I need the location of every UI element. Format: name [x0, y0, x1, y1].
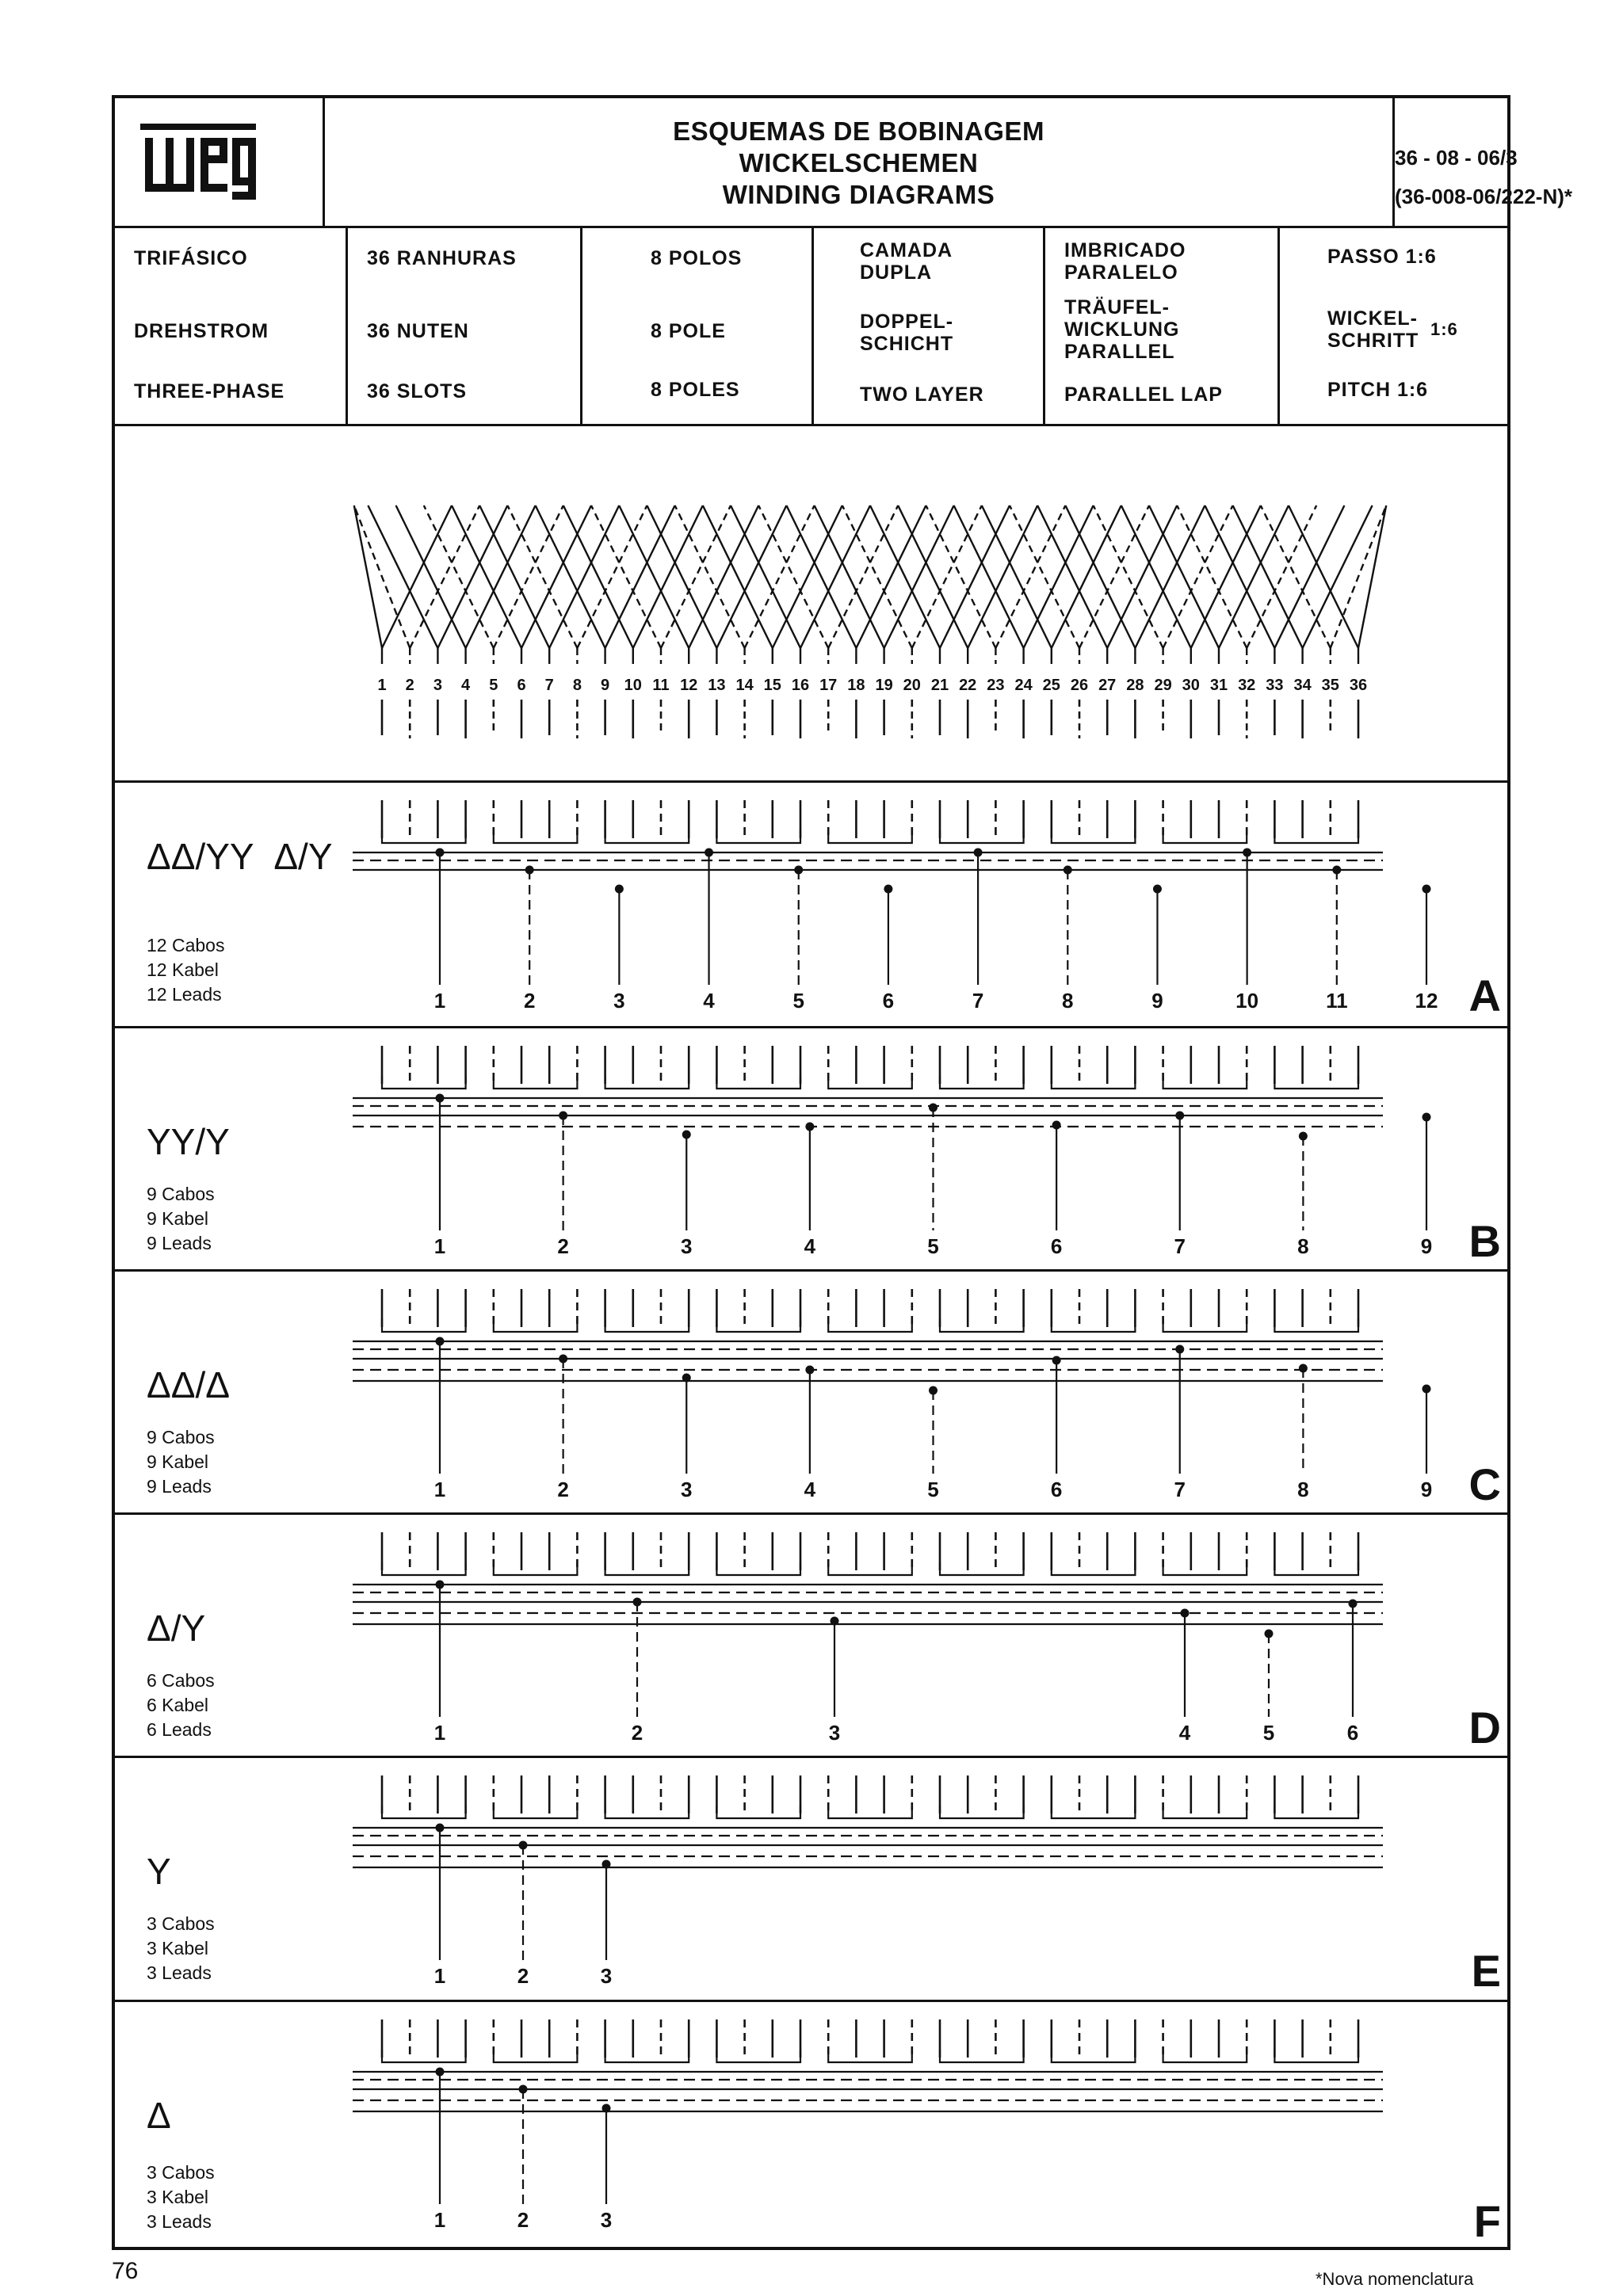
panel-d: [115, 1515, 1507, 1758]
coil-group: [1274, 830, 1358, 843]
coil-leg: [689, 505, 758, 648]
lead-label: 1: [433, 1721, 446, 1745]
coil-group: [1052, 830, 1136, 843]
panel-f: [115, 2002, 1507, 2250]
coil-leg: [745, 505, 815, 648]
coil-group: [382, 830, 466, 843]
spec-layer-pt: CAMADA DUPLA: [860, 239, 953, 284]
slot-number: 33: [1266, 677, 1284, 694]
coil-leg: [995, 505, 1065, 648]
coil-group: [382, 1076, 466, 1089]
coil-leg: [1024, 505, 1094, 648]
coil-group: [1052, 1806, 1136, 1818]
coil-group: [1274, 1562, 1358, 1575]
spec-type-de: TRÄUFEL- WICKLUNG PARALLEL: [1064, 296, 1180, 363]
coil-group: [605, 1076, 689, 1089]
spec-slots: [348, 228, 582, 424]
coil-leg: [1052, 505, 1121, 648]
coil-leg: [1079, 505, 1149, 648]
slot-number: 28: [1126, 677, 1144, 694]
lead-label: 1: [433, 1964, 446, 1988]
lead-label: 9: [1151, 989, 1163, 1013]
weg-logo: [139, 122, 258, 201]
coil-leg: [675, 505, 745, 648]
coil-group: [828, 2050, 912, 2062]
coil-group: [1163, 1319, 1247, 1332]
lead-label: 6: [882, 989, 895, 1013]
symbol-c: ΔΔ/Δ: [147, 1364, 230, 1405]
spec-pitch-en: PITCH 1:6: [1327, 379, 1429, 401]
coil-leg: [716, 505, 786, 648]
leads-label-e: 3 Cabos 3 Kabel 3 Leads: [147, 1913, 215, 1983]
coil-leg: [536, 505, 605, 648]
coil-group: [1052, 1319, 1136, 1332]
leads-label-b: 9 Cabos 9 Kabel 9 Leads: [147, 1184, 215, 1253]
coil-group: [716, 1562, 800, 1575]
slot-number: 26: [1070, 677, 1089, 694]
slot-number: 23: [987, 677, 1005, 694]
coil-leg: [494, 505, 563, 648]
slot-number: 1: [377, 677, 387, 694]
title-en: WINDING DIAGRAMS: [722, 180, 995, 209]
coil-group: [716, 1076, 800, 1089]
lead-label: 5: [1262, 1721, 1275, 1745]
panel-letter-e: E: [1471, 1946, 1501, 1996]
slot-number: 10: [624, 677, 642, 694]
slot-number: 21: [930, 677, 949, 694]
coil-group: [716, 1806, 800, 1818]
spec-poles: [582, 228, 814, 424]
connection-diagram-e: [115, 1758, 1510, 2000]
coil-group: [716, 2050, 800, 2062]
spec-type-pt: IMBRICADO PARALELO: [1064, 239, 1186, 284]
coil-leg: [758, 505, 828, 648]
coil-group: [494, 1319, 578, 1332]
coil-group: [1274, 2050, 1358, 2062]
coil-group: [940, 1076, 1024, 1089]
coil-leg: [884, 505, 954, 648]
slot-number: 9: [601, 677, 610, 694]
diagram-code-alt: (36-008-06/222-N)*: [1395, 185, 1573, 208]
coil-group: [1052, 2050, 1136, 2062]
coil-diagram: [115, 426, 1510, 780]
coil-leg: [521, 505, 591, 648]
lead-label: 6: [1050, 1478, 1063, 1501]
connection-diagram-b: [115, 1028, 1510, 1269]
panel-letter-f: F: [1473, 2196, 1501, 2246]
lead-label: 2: [523, 989, 536, 1013]
leads-label-d: 6 Cabos 6 Kabel 6 Leads: [147, 1670, 215, 1740]
slot-number: 24: [1014, 677, 1033, 694]
lead-label: 3: [828, 1721, 841, 1745]
coil-leg: [856, 505, 926, 648]
winding-sheet: [112, 95, 1573, 2250]
panel-e: [115, 1758, 1507, 2002]
coil-leg: [954, 505, 1024, 648]
coil-leg: [1205, 505, 1274, 648]
lead-label: 7: [1174, 1234, 1186, 1258]
coil-leg: [1163, 505, 1233, 648]
lead-label: 5: [792, 989, 804, 1013]
coil-group: [382, 1319, 466, 1332]
spec-pitch-de-ratio: 1:6: [1430, 319, 1458, 339]
coil-leg: [982, 505, 1052, 648]
coil-leg: [1247, 505, 1316, 648]
coil-group: [1163, 2050, 1247, 2062]
coil-group: [716, 830, 800, 843]
slot-number: 35: [1321, 677, 1339, 694]
coil-leg: [410, 505, 479, 648]
coil-leg: [1219, 505, 1289, 648]
coil-leg: [549, 505, 619, 648]
spec-type: [1045, 228, 1280, 424]
header-row: [115, 98, 1573, 228]
lead-label: 3: [681, 1234, 693, 1258]
coil-leg: [786, 505, 856, 648]
coil-leg: [870, 505, 940, 648]
diagram-code: 36 - 08 - 06/3: [1395, 146, 1518, 170]
slot-number: 17: [819, 677, 838, 694]
spec-poles-de: 8 POLE: [651, 320, 726, 342]
coil-group: [494, 1076, 578, 1089]
symbol-a: ΔΔ/YY Δ/Y: [147, 836, 333, 877]
lead-label: 1: [433, 989, 446, 1013]
coil-leg: [1037, 505, 1107, 648]
coil-leg: [382, 505, 452, 648]
coil-leg: [1331, 505, 1386, 648]
coil-leg: [1149, 505, 1219, 648]
lead-label: 3: [600, 1964, 613, 1988]
panel-letter-c: C: [1468, 1459, 1501, 1509]
panel-c: [115, 1272, 1507, 1515]
slot-number: 3: [433, 677, 442, 694]
coil-leg: [926, 505, 995, 648]
lead-label: 6: [1346, 1721, 1359, 1745]
symbol-b: YY/Y: [147, 1121, 230, 1162]
lead-label: 12: [1415, 989, 1438, 1013]
slot-number: 20: [903, 677, 921, 694]
coil-leg: [354, 505, 410, 648]
slot-number: 36: [1349, 677, 1368, 694]
coil-diagram-panel: [115, 426, 1507, 783]
title-cell: [325, 98, 1395, 228]
coil-leg: [1065, 505, 1135, 648]
coil-leg: [479, 505, 549, 648]
coil-group: [1163, 1076, 1247, 1089]
coil-leg: [828, 505, 898, 648]
coil-group: [940, 2050, 1024, 2062]
coil-leg: [968, 505, 1037, 648]
spec-phase: [115, 228, 348, 424]
coil-group: [605, 830, 689, 843]
coil-leg: [800, 505, 870, 648]
coil-leg: [1177, 505, 1247, 648]
coil-leg: [1107, 505, 1177, 648]
lead-label: 5: [927, 1234, 939, 1258]
slot-number: 16: [791, 677, 810, 694]
coil-group: [1052, 1562, 1136, 1575]
coil-leg: [842, 505, 912, 648]
coil-group: [828, 1806, 912, 1818]
spec-pitch: [1280, 228, 1510, 424]
slot-number: 22: [959, 677, 977, 694]
coil-leg: [507, 505, 577, 648]
coil-group: [494, 2050, 578, 2062]
coil-leg: [577, 505, 647, 648]
slot-number: 29: [1154, 677, 1172, 694]
coil-group: [605, 1806, 689, 1818]
slot-number: 4: [461, 677, 471, 694]
connection-diagram-a: [115, 783, 1510, 1026]
lead-label: 3: [613, 989, 625, 1013]
lead-label: 2: [517, 1964, 529, 1988]
lead-label: 9: [1420, 1478, 1433, 1501]
coil-group: [940, 1319, 1024, 1332]
coil-leg: [452, 505, 521, 648]
slot-number: 5: [489, 677, 498, 694]
spec-layer-en: TWO LAYER: [860, 383, 984, 406]
lead-label: 1: [433, 1234, 446, 1258]
lead-label: 8: [1297, 1478, 1309, 1501]
title-pt: ESQUEMAS DE BOBINAGEM: [673, 116, 1044, 146]
coil-leg: [912, 505, 982, 648]
spec-phase-de: DREHSTROM: [134, 320, 269, 342]
spec-pitch-de: WICKEL- SCHRITT: [1327, 307, 1419, 352]
slot-number: 32: [1238, 677, 1256, 694]
lead-label: 1: [433, 1478, 446, 1501]
coil-leg: [605, 505, 675, 648]
panel-b: [115, 1028, 1507, 1272]
coil-leg: [1121, 505, 1191, 648]
slot-number: 30: [1182, 677, 1200, 694]
slot-number: 19: [875, 677, 893, 694]
code-cell: [1395, 98, 1573, 228]
symbol-d: Δ/Y: [147, 1608, 206, 1649]
connection-diagram-f: [115, 2002, 1510, 2250]
coil-group: [828, 1562, 912, 1575]
coil-leg: [1233, 505, 1303, 648]
lead-label: 1: [433, 2208, 446, 2232]
spec-slots-de: 36 NUTEN: [367, 320, 469, 342]
lead-label: 4: [804, 1478, 816, 1501]
lead-label: 4: [1178, 1721, 1191, 1745]
coil-leg: [647, 505, 716, 648]
coil-leg: [1010, 505, 1079, 648]
coil-leg: [731, 505, 800, 648]
coil-leg: [1135, 505, 1205, 648]
coil-group: [605, 1319, 689, 1332]
lead-label: 8: [1297, 1234, 1309, 1258]
spec-pitch-pt: PASSO 1:6: [1327, 246, 1437, 268]
title-de: WICKELSCHEMEN: [739, 148, 979, 177]
coil-leg: [815, 505, 884, 648]
slot-number: 15: [763, 677, 781, 694]
coil-group: [1163, 1562, 1247, 1575]
spec-phase-pt: TRIFÁSICO: [134, 247, 248, 269]
panel-letter-a: A: [1468, 971, 1501, 1020]
slot-number: 2: [405, 677, 414, 694]
slot-number: 18: [847, 677, 865, 694]
coil-group: [605, 1562, 689, 1575]
coil-leg: [563, 505, 633, 648]
coil-group: [494, 1562, 578, 1575]
panel-a: [115, 783, 1507, 1028]
coil-group: [1274, 1806, 1358, 1818]
lead-label: 11: [1326, 989, 1348, 1013]
slot-number: 12: [680, 677, 698, 694]
lead-label: 4: [703, 989, 715, 1013]
coil-leg: [437, 505, 507, 648]
coil-leg: [1191, 505, 1261, 648]
lead-label: 2: [557, 1234, 569, 1258]
coil-leg: [940, 505, 1010, 648]
coil-group: [1163, 830, 1247, 843]
coil-group: [940, 1562, 1024, 1575]
symbol-e: Y: [147, 1851, 171, 1892]
coil-group: [828, 830, 912, 843]
lead-label: 3: [600, 2208, 613, 2232]
lead-label: 3: [681, 1478, 693, 1501]
lead-label: 7: [972, 989, 984, 1013]
spec-row: [115, 228, 1507, 426]
spec-layer-de: DOPPEL- SCHICHT: [860, 311, 954, 355]
coil-group: [828, 1319, 912, 1332]
coil-group: [605, 2050, 689, 2062]
slot-number: 6: [517, 677, 526, 694]
panel-letter-d: D: [1468, 1703, 1501, 1753]
coil-group: [940, 1806, 1024, 1818]
connection-diagram-c: [115, 1272, 1510, 1512]
spec-layer: [814, 228, 1045, 424]
coil-group: [382, 2050, 466, 2062]
slot-number: 7: [544, 677, 554, 694]
symbol-f: Δ: [147, 2095, 171, 2136]
coil-group: [494, 830, 578, 843]
coil-leg: [424, 505, 494, 648]
coil-group: [828, 1076, 912, 1089]
slot-number: 31: [1209, 677, 1228, 694]
coil-leg: [619, 505, 689, 648]
panel-letter-b: B: [1468, 1216, 1501, 1266]
coil-group: [1163, 1806, 1247, 1818]
lead-label: 2: [557, 1478, 569, 1501]
coil-leg: [1274, 505, 1344, 648]
lead-label: 5: [927, 1478, 939, 1501]
lead-label: 2: [517, 2208, 529, 2232]
coil-group: [382, 1806, 466, 1818]
coil-group: [1052, 1076, 1136, 1089]
coil-leg: [1289, 505, 1358, 648]
coil-leg: [1094, 505, 1163, 648]
slot-number: 25: [1042, 677, 1060, 694]
coil-leg: [773, 505, 842, 648]
slot-number: 8: [572, 677, 582, 694]
lead-label: 8: [1062, 989, 1074, 1013]
coil-group: [1274, 1076, 1358, 1089]
connection-diagram-d: [115, 1515, 1510, 1756]
coil-leg: [466, 505, 536, 648]
coil-leg: [633, 505, 703, 648]
spec-poles-en: 8 POLES: [651, 379, 740, 401]
spec-type-en: PARALLEL LAP: [1064, 383, 1223, 406]
footnote: *Nova nomenclatura: [1316, 2269, 1474, 2289]
coil-leg: [591, 505, 661, 648]
leads-label-f: 3 Cabos 3 Kabel 3 Leads: [147, 2162, 215, 2232]
lead-label: 10: [1235, 989, 1259, 1013]
leads-label-a: 12 Cabos 12 Kabel 12 Leads: [147, 935, 225, 1005]
coil-group: [716, 1319, 800, 1332]
coil-leg: [661, 505, 731, 648]
slot-number: 13: [708, 677, 726, 694]
slot-number: 34: [1293, 677, 1312, 694]
leads-label-c: 9 Cabos 9 Kabel 9 Leads: [147, 1427, 215, 1497]
spec-poles-pt: 8 POLOS: [651, 247, 743, 269]
slot-number: 11: [652, 677, 670, 694]
coil-leg: [898, 505, 968, 648]
lead-label: 2: [631, 1721, 643, 1745]
spec-phase-en: THREE-PHASE: [134, 380, 285, 402]
spec-slots-en: 36 SLOTS: [367, 380, 468, 402]
coil-group: [382, 1562, 466, 1575]
coil-group: [1274, 1319, 1358, 1332]
coil-leg: [1261, 505, 1331, 648]
lead-label: 4: [804, 1234, 816, 1258]
page-number: 76: [112, 2258, 139, 2284]
coil-leg: [396, 505, 466, 648]
coil-group: [494, 1806, 578, 1818]
lead-label: 6: [1050, 1234, 1063, 1258]
coil-leg: [703, 505, 773, 648]
spec-slots-pt: 36 RANHURAS: [367, 247, 517, 269]
lead-label: 9: [1420, 1234, 1433, 1258]
logo-cell: [115, 98, 325, 228]
slot-number: 27: [1098, 677, 1117, 694]
slot-number: 14: [735, 677, 754, 694]
coil-group: [940, 830, 1024, 843]
lead-label: 7: [1174, 1478, 1186, 1501]
